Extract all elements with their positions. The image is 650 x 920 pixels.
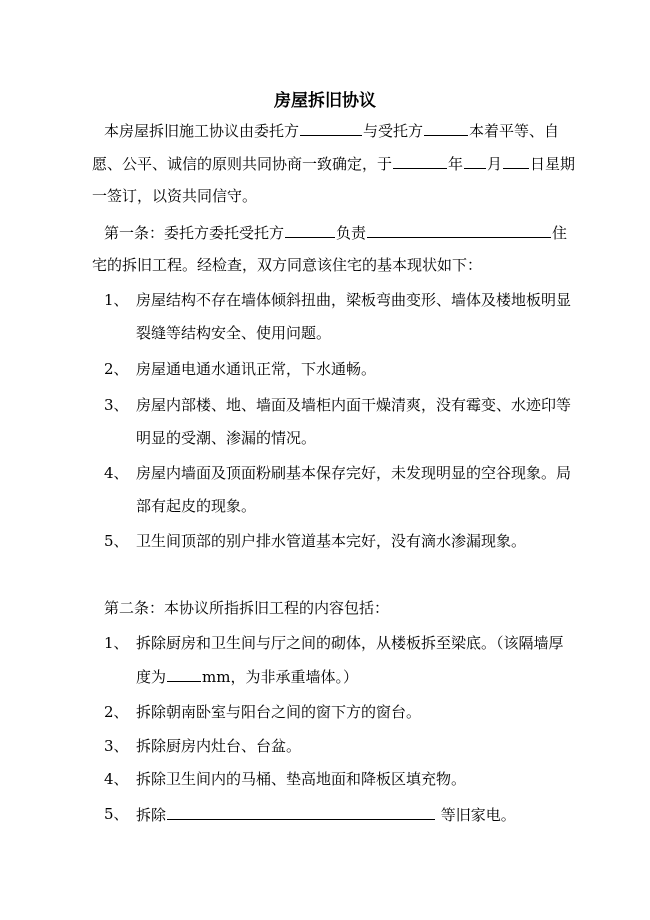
list-item-text: 部有起皮的现象。	[136, 497, 257, 515]
list-number: 3、	[104, 396, 129, 414]
intro-line-1	[104, 119, 559, 142]
list-item-text: 拆除	[136, 806, 167, 824]
intro-line-2	[92, 152, 575, 175]
blank-appliances[interactable]	[167, 803, 435, 820]
intro-text: 愿、公平、诚信的原则共同协商一致确定，于	[92, 155, 393, 173]
list-item-text: 卫生间顶部的别户排水管道基本完好，没有滴水渗漏现象。	[136, 532, 527, 550]
list-item-text: mm，为非承重墙体。）	[202, 668, 358, 686]
article1-text: 负责	[336, 224, 367, 242]
blank-responsible[interactable]	[367, 221, 551, 238]
article1-line-1	[104, 221, 567, 244]
list-number: 1、	[104, 291, 129, 309]
list-item-text: 度为	[136, 668, 167, 686]
blank-contractor[interactable]	[424, 119, 468, 136]
article1-line-2: 宅的拆旧工程。经检查，双方同意该住宅的基本现状如下：	[92, 256, 483, 274]
intro-line-3: 一签订，以资共同信守。	[92, 187, 258, 205]
blank-client[interactable]	[300, 119, 362, 136]
list-item-text: 房屋内墙面及顶面粉刷基本保存完好，未发现明显的空谷现象。局	[136, 464, 572, 482]
list-number: 5、	[104, 532, 129, 550]
document-title: 房屋拆旧协议	[274, 91, 376, 111]
article1-text: 住	[552, 224, 568, 242]
list-number: 4、	[104, 770, 129, 788]
list-number: 1、	[104, 634, 129, 652]
list-number: 2、	[104, 703, 129, 721]
list-number: 3、	[104, 737, 129, 755]
blank-day[interactable]	[503, 152, 529, 169]
list-item-text: 房屋通电通水通讯正常，下水通畅。	[136, 360, 377, 378]
article1-text: 第一条：委托方委托受托方	[104, 224, 285, 242]
list-number: 2、	[104, 360, 129, 378]
list-item-text: 拆除厨房和卫生间与厅之间的砌体，从楼板拆至梁底。（该隔墙厚	[136, 634, 564, 652]
list-item-line	[136, 803, 516, 826]
intro-text: 日星期	[530, 155, 576, 173]
intro-text: 月	[487, 155, 503, 173]
blank-entrusted[interactable]	[285, 221, 335, 238]
list-number: 4、	[104, 464, 129, 482]
list-item-text: 明显的受潮、渗漏的情况。	[136, 429, 317, 447]
list-number: 5、	[104, 805, 129, 823]
article2-heading: 第二条：本协议所指拆旧工程的内容包括：	[104, 599, 390, 617]
intro-text: 本房屋拆旧施工协议由委托方	[104, 122, 300, 140]
list-item-line	[136, 665, 358, 688]
list-item-text: 拆除厨房内灶台、台盆。	[136, 737, 302, 755]
intro-text: 年	[448, 155, 464, 173]
list-item-text: 房屋内部楼、地、墙面及墙柜内面干燥清爽，没有霉变、水迹印等	[136, 396, 572, 414]
list-item-text: 等旧家电。	[440, 806, 516, 824]
blank-wall-thickness[interactable]	[167, 665, 201, 682]
blank-month[interactable]	[464, 152, 486, 169]
blank-year[interactable]	[393, 152, 447, 169]
intro-text: 本着平等、自	[469, 122, 560, 140]
list-item-text: 拆除卫生间内的马桶、垫高地面和降板区填充物。	[136, 770, 467, 788]
list-item-text: 拆除朝南卧室与阳台之间的窗下方的窗台。	[136, 703, 422, 721]
intro-text: 与受托方	[363, 122, 424, 140]
list-item-text: 房屋结构不存在墙体倾斜扭曲，梁板弯曲变形、墙体及楼地板明显	[136, 291, 572, 309]
list-item-text: 裂缝等结构安全、使用问题。	[136, 324, 332, 342]
